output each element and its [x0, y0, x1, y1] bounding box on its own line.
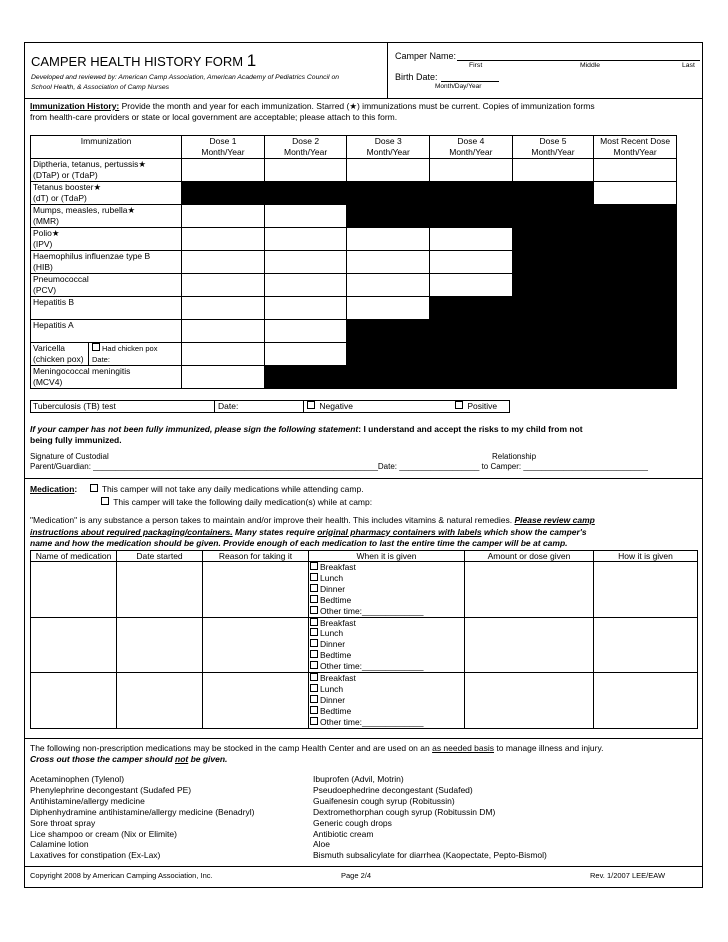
- otc-medication-item[interactable]: Laxatives for constipation (Ex-Lax): [30, 850, 161, 861]
- otc-medication-item[interactable]: Dextromethorphan cough syrup (Robitussin DM): [313, 806, 496, 817]
- section-divider: [25, 478, 702, 479]
- column-header-line-1: Dose 2: [292, 136, 320, 146]
- medication-input-cell[interactable]: [31, 617, 117, 673]
- medication-input-cell[interactable]: [465, 562, 594, 618]
- statement-line-2: being fully immunized.: [30, 435, 122, 445]
- immunization-intro-text-1: Provide the month and year for each immunization. Starred (: [119, 101, 350, 111]
- immunization-name-line-1: Hepatitis A: [33, 320, 74, 330]
- had-chicken-pox-option[interactable]: [92, 343, 157, 355]
- medication-review-note: Please review camp: [514, 515, 595, 525]
- dose-cell[interactable]: [430, 274, 513, 297]
- footer-page-number: Page 2/4: [341, 871, 372, 880]
- tb-positive-label: Positive: [467, 401, 498, 411]
- otc-list-right: [313, 774, 547, 861]
- dose-cell-blocked: [430, 366, 513, 389]
- dose-cell[interactable]: [182, 228, 265, 251]
- immunization-name-line-2: (IPV): [33, 238, 53, 249]
- tb-test-label: Tuberculosis (TB) test: [33, 401, 116, 411]
- immunization-name: [31, 159, 182, 182]
- dose-cell[interactable]: [264, 343, 347, 366]
- medication-options: Medication: This camper will not take any daily medications while attending camp. This camper will take the following daily medication(s) while at camp:: [30, 484, 373, 507]
- immunization-name-line-1: Hepatitis B: [33, 297, 75, 307]
- form-header: [25, 43, 702, 99]
- star-icon: ★: [349, 101, 357, 111]
- dose-cell-blocked: [182, 182, 265, 205]
- tb-test-row: [30, 400, 510, 413]
- immunization-name-line-2: (chicken pox): [33, 353, 84, 364]
- otc-medication-item[interactable]: Antibiotic cream: [313, 828, 374, 839]
- immunization-name-line-2: (dT) or (TdaP): [33, 192, 87, 203]
- checkbox-icon[interactable]: [310, 628, 318, 636]
- dose-cell-blocked: [347, 320, 430, 343]
- checkbox-icon[interactable]: [310, 639, 318, 647]
- dose-cell-blocked: [512, 320, 594, 343]
- when-given-label: Bedtime: [320, 650, 352, 661]
- immunization-name-line-1: Meningococcal meningitis: [33, 366, 131, 376]
- immunization-name-line-1: Haemophilus influenzae type B: [33, 251, 151, 261]
- no-medication-option: This camper will not take any daily medications while attending camp.: [101, 484, 364, 494]
- signature-line[interactable]: Parent/Guardian: ________________________________________________________________Date:: [30, 462, 400, 471]
- when-given-label: Other time:_____________: [320, 605, 424, 616]
- checkbox-icon[interactable]: [310, 695, 318, 703]
- immunization-name-line-2: (PCV): [33, 284, 57, 295]
- dose-cell-blocked: [512, 251, 594, 274]
- immunization-name: [31, 274, 182, 297]
- checkbox-icon[interactable]: [455, 401, 463, 409]
- medication-column-header: When it is given: [309, 551, 465, 562]
- when-given-label: Dinner: [320, 694, 346, 705]
- column-header-line-2: Month/Year: [366, 147, 410, 157]
- when-given-cell: [309, 562, 465, 618]
- dose-cell[interactable]: [430, 159, 513, 182]
- otc-intro-end: to manage illness and injury.: [494, 743, 604, 753]
- otc-medication-item[interactable]: Aloe: [313, 839, 331, 850]
- otc-medication-item[interactable]: Bismuth subsalicylate for diarrhea (Kaopectate, Pepto-Bismol): [313, 850, 547, 861]
- form-subtitle: [31, 73, 381, 93]
- last-name-label: Last: [682, 62, 695, 69]
- immunization-column-header: [430, 136, 513, 159]
- checkbox-icon[interactable]: [310, 673, 318, 681]
- otc-intro-text: The following non-prescription medications may be stocked in the camp Health Center and are used on an: [30, 743, 433, 753]
- dose-cell-blocked: [512, 343, 594, 366]
- dose-cell-blocked: [594, 205, 677, 228]
- dose-cell-blocked: [430, 320, 513, 343]
- relationship-field[interactable]: to Camper: ____________________________: [479, 462, 648, 471]
- camper-info-block: [395, 43, 702, 98]
- otc-medication-item[interactable]: Diphenhydramine antihistamine/allergy medicine (Benadryl): [30, 806, 255, 817]
- dose-cell[interactable]: [347, 159, 430, 182]
- as-needed-basis: as needed basis: [432, 743, 495, 753]
- when-given-label: Lunch: [320, 572, 344, 583]
- column-header-line-1: Dose 1: [209, 136, 237, 146]
- dose-cell-blocked: [512, 297, 594, 320]
- when-given-option[interactable]: [310, 695, 463, 706]
- dose-cell[interactable]: [512, 159, 594, 182]
- when-given-option[interactable]: [310, 628, 463, 639]
- when-given-option[interactable]: [310, 573, 463, 584]
- medication-input-cell[interactable]: [117, 617, 203, 673]
- otc-medication-item[interactable]: Guaifenesin cough syrup (Robitussin): [313, 795, 455, 806]
- dose-cell[interactable]: [347, 228, 430, 251]
- cross-out-end: be given.: [188, 754, 228, 764]
- dose-cell-blocked: [594, 251, 677, 274]
- birth-date-label: Birth Date:: [395, 72, 438, 82]
- dose-cell-blocked: [512, 182, 594, 205]
- checkbox-icon[interactable]: [92, 343, 100, 351]
- medication-row: [31, 562, 698, 618]
- immunization-name: [31, 182, 182, 205]
- section-divider: [25, 738, 702, 739]
- dose-cell[interactable]: [264, 297, 347, 320]
- immunization-row: [31, 297, 677, 320]
- star-icon: ★: [138, 159, 146, 169]
- when-given-label: Lunch: [320, 683, 344, 694]
- otc-list-left: [30, 774, 254, 861]
- dose-cell-blocked: [594, 228, 677, 251]
- immunization-row: [31, 182, 677, 205]
- when-given-cell: [309, 673, 465, 729]
- cross-out-not: not: [175, 754, 189, 764]
- immunization-row: [31, 366, 677, 389]
- medication-column-header: How it is given: [594, 551, 698, 562]
- when-given-label: Breakfast: [320, 673, 356, 684]
- when-given-cell: [309, 617, 465, 673]
- otc-medication-item[interactable]: Pseudoephedrine decongestant (Sudafed): [313, 784, 473, 795]
- checkbox-icon[interactable]: [310, 606, 318, 614]
- dose-cell[interactable]: [594, 182, 677, 205]
- dose-cell-blocked: [430, 205, 513, 228]
- medication-input-cell[interactable]: [117, 562, 203, 618]
- dose-cell[interactable]: [182, 274, 265, 297]
- dose-cell[interactable]: [430, 251, 513, 274]
- medication-column-header: Amount or dose given: [465, 551, 594, 562]
- when-given-option[interactable]: [310, 661, 463, 672]
- pharmacy-container-note: original pharmacy containers with labels: [317, 526, 482, 537]
- camper-name-label: Camper Name:: [395, 51, 457, 61]
- otc-medication-item[interactable]: Lice shampoo or cream (Nix or Elimite): [30, 828, 177, 839]
- dose-cell-blocked: [347, 205, 430, 228]
- signature-block: [30, 452, 695, 472]
- form-title-text: CAMPER HEALTH HISTORY FORM: [31, 54, 244, 69]
- medication-header-row: [31, 551, 698, 562]
- dose-cell[interactable]: [347, 251, 430, 274]
- immunization-name: [31, 228, 182, 251]
- dose-cell[interactable]: [182, 205, 265, 228]
- provide-enough-note: name and how the medication should be given. Provide enough of each medication to last the entire time the camper will be at camp.: [30, 538, 568, 548]
- dose-cell-blocked[interactable]: [594, 159, 677, 182]
- immunization-row: [31, 159, 677, 182]
- medication-column-header: Date started: [117, 551, 203, 562]
- immunization-statement: [30, 424, 695, 446]
- signature-date-field[interactable]: __________________: [399, 462, 480, 471]
- dose-cell[interactable]: [264, 159, 347, 182]
- when-given-label: Other time:_____________: [320, 661, 424, 672]
- dose-cell[interactable]: [264, 228, 347, 251]
- form-title-block: [25, 43, 388, 98]
- immunization-intro-line-2: from health-care providers or state or local government are acceptable; please attach to this form.: [30, 112, 398, 122]
- tb-negative-option[interactable]: [307, 401, 353, 412]
- footer-divider: [25, 866, 702, 867]
- dose-cell[interactable]: [264, 320, 347, 343]
- medication-input-cell[interactable]: [31, 673, 117, 729]
- dose-cell-blocked: [594, 274, 677, 297]
- medication-input-cell[interactable]: [203, 673, 309, 729]
- relationship-label: Relationship: [492, 452, 537, 461]
- medication-heading: Medication: [30, 484, 75, 494]
- dose-cell-blocked: [512, 366, 594, 389]
- medication-input-cell[interactable]: [594, 617, 698, 673]
- immunization-heading: Immunization History:: [30, 101, 120, 111]
- dose-cell[interactable]: [182, 159, 265, 182]
- otc-medication-item[interactable]: Antihistamine/allergy medicine: [30, 795, 145, 806]
- medication-definition: [30, 515, 695, 550]
- dose-cell-blocked: [512, 205, 594, 228]
- dose-cell-blocked: [347, 182, 430, 205]
- when-given-option[interactable]: [310, 684, 463, 695]
- immunization-name-line-2: (DTaP) or (TdaP): [33, 169, 98, 180]
- immunization-name: [31, 320, 182, 343]
- dose-cell-blocked: [430, 297, 513, 320]
- dose-cell-blocked: [347, 366, 430, 389]
- column-header-line-1: Most Recent Dose: [600, 136, 671, 146]
- star-icon: ★: [127, 205, 136, 215]
- dose-cell[interactable]: [347, 297, 430, 320]
- immunization-name: [31, 343, 182, 366]
- otc-medication-item[interactable]: Calamine lotion: [30, 839, 89, 850]
- checkbox-icon[interactable]: [310, 584, 318, 592]
- immunization-row: [31, 274, 677, 297]
- immunization-name-line-1: Mumps, measles, rubella: [33, 205, 128, 215]
- medication-input-cell[interactable]: [117, 673, 203, 729]
- dose-cell-blocked: [347, 343, 430, 366]
- statement-italic: If your camper has not been fully immunized, please sign the following statement: [30, 424, 359, 434]
- immunization-name: [31, 297, 182, 320]
- medication-input-cell[interactable]: [31, 562, 117, 618]
- immunization-row: [31, 251, 677, 274]
- medication-column-header: Reason for taking it: [203, 551, 309, 562]
- dose-cell[interactable]: [182, 320, 265, 343]
- dose-cell-blocked: [264, 366, 347, 389]
- checkbox-icon[interactable]: [310, 573, 318, 581]
- medication-input-cell[interactable]: [203, 617, 309, 673]
- tb-date-label: Date:: [218, 401, 239, 411]
- column-header-line-1: Dose 4: [457, 136, 485, 146]
- immunization-intro: [30, 101, 695, 123]
- immunization-name: [31, 251, 182, 274]
- dose-cell-blocked: [512, 228, 594, 251]
- checkbox-icon[interactable]: [310, 684, 318, 692]
- footer-copyright: Copyright 2008 by American Camping Association, Inc.: [30, 871, 213, 880]
- otc-intro: [30, 743, 695, 765]
- column-header-line-2: Month/Year: [613, 147, 657, 157]
- when-given-option[interactable]: [310, 606, 463, 617]
- statement-rest: : I understand and accept the risks to my child from not: [358, 424, 583, 434]
- when-given-option[interactable]: [310, 673, 463, 684]
- medication-input-cell[interactable]: [594, 673, 698, 729]
- first-name-label: First: [469, 62, 483, 69]
- cross-out-note: Cross out those the camper should: [30, 754, 175, 764]
- otc-medication-item[interactable]: Acetaminophen (Tylenol): [30, 774, 125, 784]
- when-given-label: Dinner: [320, 583, 346, 594]
- checkbox-icon[interactable]: [310, 650, 318, 658]
- immunization-name-line-2: (MCV4): [33, 376, 63, 387]
- medication-table: [30, 550, 698, 729]
- medication-row: [31, 617, 698, 673]
- dose-cell[interactable]: [264, 274, 347, 297]
- camper-name-note: which show the camper's: [481, 526, 587, 537]
- when-given-option[interactable]: [310, 584, 463, 595]
- tb-negative-label: Negative: [319, 401, 353, 411]
- immunization-column-header: [264, 136, 347, 159]
- immunization-name-line-1: Varicella: [33, 343, 65, 353]
- middle-name-label: Middle: [580, 62, 601, 69]
- checkbox-icon[interactable]: [310, 717, 318, 725]
- medication-input-cell[interactable]: [465, 617, 594, 673]
- form-page: [24, 42, 703, 888]
- medication-row: [31, 673, 698, 729]
- immunization-intro-text-2: ) immunizations must be current. Copies of immunization forms: [356, 101, 595, 111]
- immunization-name-line-1: Diptheria, tetanus, pertussis: [33, 159, 139, 169]
- dose-cell[interactable]: [182, 251, 265, 274]
- immunization-table: [30, 135, 677, 389]
- dose-cell[interactable]: [182, 366, 265, 389]
- immunization-column-header: [594, 136, 677, 159]
- when-given-label: Other time:_____________: [320, 716, 424, 727]
- checkbox-icon[interactable]: [90, 484, 98, 492]
- column-header-line-2: Month/Year: [449, 147, 493, 157]
- dose-cell-blocked: [430, 343, 513, 366]
- column-header-line-2: Month/Year: [284, 147, 328, 157]
- immunization-column-header: [347, 136, 430, 159]
- dose-cell-blocked: [430, 182, 513, 205]
- when-given-option[interactable]: [310, 650, 463, 661]
- dose-cell[interactable]: [430, 228, 513, 251]
- dose-cell-blocked: [594, 320, 677, 343]
- when-given-option[interactable]: [310, 595, 463, 606]
- when-given-option[interactable]: [310, 717, 463, 728]
- when-given-label: Breakfast: [320, 562, 356, 572]
- subtitle-line-1: Developed and reviewed by: American Camp Association, American Academy of Pediatrics Council on: [31, 74, 340, 81]
- signature-label-1: Signature of Custodial: [30, 452, 109, 461]
- immunization-row: [31, 228, 677, 251]
- dose-cell[interactable]: [264, 205, 347, 228]
- when-given-label: Bedtime: [320, 705, 352, 716]
- dose-cell[interactable]: [182, 343, 265, 366]
- otc-medication-item[interactable]: Generic cough drops: [313, 817, 392, 828]
- daily-medication-option: This camper will take the following daily medication(s) while at camp:: [113, 497, 373, 507]
- packaging-note: instructions about required packaging/containers.: [30, 526, 233, 537]
- column-header-line-1: Immunization: [80, 136, 132, 146]
- otc-medication-item[interactable]: Sore throat spray: [30, 817, 96, 828]
- immunization-row: [31, 205, 677, 228]
- dose-cell[interactable]: [347, 274, 430, 297]
- medication-input-cell[interactable]: [203, 562, 309, 618]
- camper-name-field[interactable]: [457, 60, 700, 61]
- when-given-option[interactable]: [310, 639, 463, 650]
- when-given-option[interactable]: [310, 562, 463, 573]
- form-title: [31, 51, 256, 71]
- immunization-name-line-1: Polio: [33, 228, 52, 238]
- medication-input-cell[interactable]: [465, 673, 594, 729]
- had-chicken-pox-label: Had chicken pox: [102, 344, 158, 353]
- medication-input-cell[interactable]: [594, 562, 698, 618]
- immunization-name-line-2: (HIB): [33, 261, 53, 272]
- checkbox-icon[interactable]: [310, 661, 318, 669]
- dose-cell[interactable]: [182, 297, 265, 320]
- dose-cell[interactable]: [264, 251, 347, 274]
- when-given-label: Lunch: [320, 628, 344, 639]
- birth-date-field[interactable]: [441, 81, 499, 82]
- checkbox-icon[interactable]: [307, 401, 315, 409]
- column-header-line-2: Month/Year: [531, 147, 575, 157]
- form-number: 1: [246, 51, 257, 70]
- checkbox-icon[interactable]: [310, 618, 318, 626]
- star-icon: ★: [51, 228, 60, 238]
- column-header-line-1: Dose 3: [374, 136, 402, 146]
- immunization-header-row: [31, 136, 677, 159]
- states-note: Many states require: [232, 526, 318, 537]
- subtitle-line-2: School Health, & Association of Camp Nurses: [31, 84, 170, 91]
- when-given-label: Breakfast: [320, 617, 356, 628]
- birth-date-format: Month/Day/Year: [435, 83, 482, 90]
- dose-cell-blocked: [594, 366, 677, 389]
- chicken-pox-date-label: Date:: [92, 354, 110, 364]
- immunization-column-header: [512, 136, 594, 159]
- footer-revision: Rev. 1/2007 LEE/EAW: [590, 871, 666, 880]
- when-given-label: Bedtime: [320, 594, 352, 605]
- immunization-column-header: [31, 136, 182, 159]
- otc-medication-item[interactable]: Ibuprofen (Advil, Motrin): [313, 774, 404, 784]
- when-given-label: Dinner: [320, 639, 346, 650]
- when-given-option[interactable]: [310, 618, 463, 629]
- immunization-row: [31, 343, 677, 366]
- medication-column-header: Name of medication: [31, 551, 117, 562]
- dose-cell-blocked: [512, 274, 594, 297]
- tb-positive-option[interactable]: [455, 401, 497, 412]
- checkbox-icon[interactable]: [310, 706, 318, 714]
- immunization-name-line-1: Tetanus booster: [33, 182, 94, 192]
- dose-cell-blocked: [594, 343, 677, 366]
- column-header-line-1: Dose 5: [539, 136, 567, 146]
- checkbox-icon[interactable]: [310, 562, 318, 570]
- immunization-column-header: [182, 136, 265, 159]
- immunization-name: [31, 366, 182, 389]
- checkbox-icon[interactable]: [310, 595, 318, 603]
- otc-medication-item[interactable]: Phenylephrine decongestant (Sudafed PE): [30, 784, 192, 795]
- star-icon: ★: [93, 182, 102, 192]
- immunization-name-line-2: (MMR): [33, 215, 59, 226]
- when-given-option[interactable]: [310, 706, 463, 717]
- checkbox-icon[interactable]: [101, 497, 109, 505]
- immunization-name-line-1: Pneumococcal: [33, 274, 89, 284]
- dose-cell-blocked: [594, 297, 677, 320]
- column-header-line-2: Month/Year: [201, 147, 245, 157]
- medication-definition-text: "Medication" is any substance a person takes to maintain and/or improve their health. This includes vitamins & natural remedies.: [30, 515, 515, 525]
- immunization-name: [31, 205, 182, 228]
- dose-cell-blocked: [264, 182, 347, 205]
- immunization-row: [31, 320, 677, 343]
